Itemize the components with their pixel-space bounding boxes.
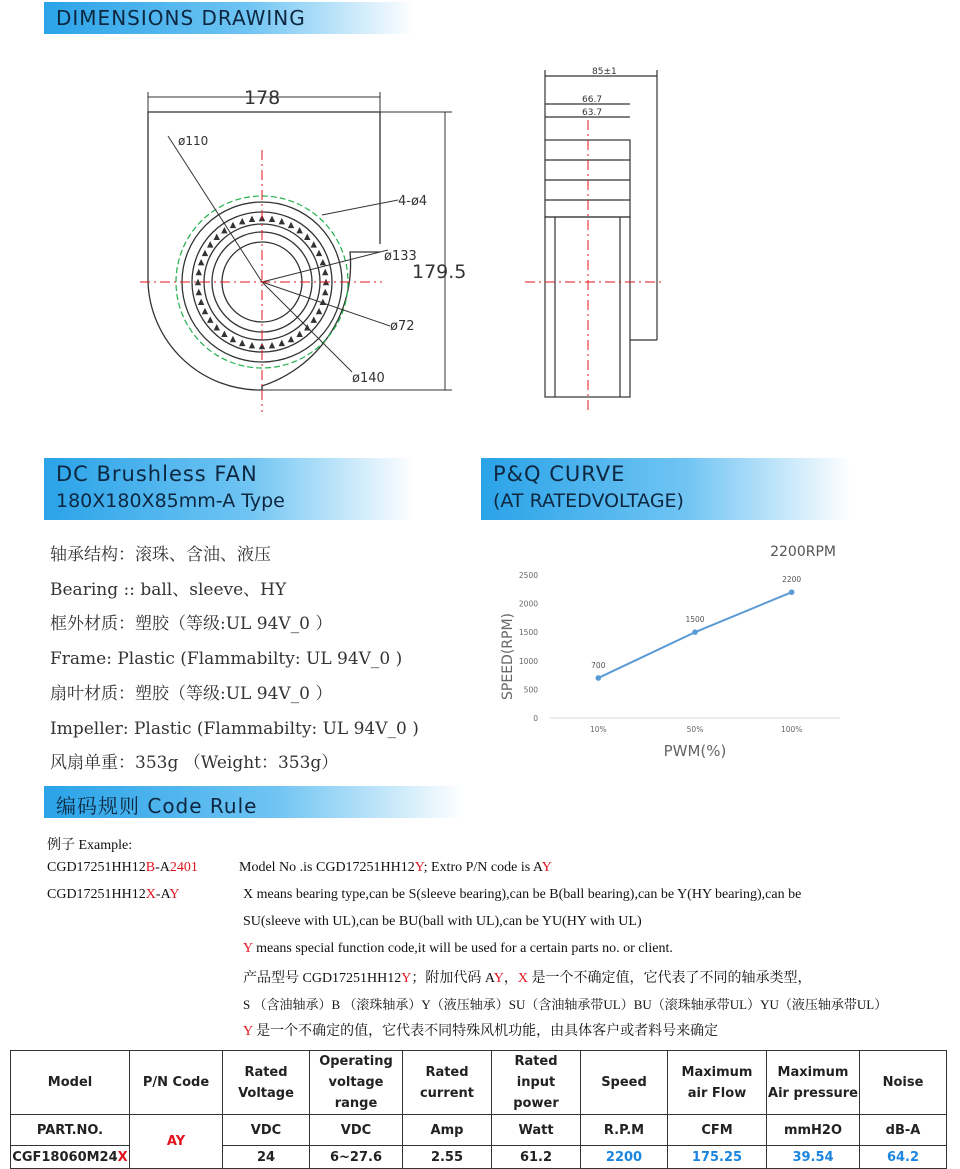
pq-title: P&Q CURVE bbox=[493, 462, 626, 486]
blade-mark bbox=[288, 336, 294, 342]
example-label: 例子 Example: bbox=[47, 838, 133, 853]
pq-banner bbox=[481, 458, 851, 520]
header-operating-voltage: Operating voltage range bbox=[310, 1051, 403, 1115]
y-tick-label: 1000 bbox=[518, 656, 538, 666]
data-label: 700 bbox=[591, 660, 606, 670]
y-tick-label: 2500 bbox=[518, 571, 538, 580]
spec-weight: 风扇单重：353g （Weight：353g） bbox=[50, 753, 339, 774]
unit-dba: dB-A bbox=[860, 1115, 947, 1146]
code-line-7: Y 是一个不确定的值，它代表不同特殊风机功能，由具体客户或者料号来确定 bbox=[243, 1024, 719, 1039]
header-rated-power: Rated input power bbox=[492, 1051, 581, 1115]
side-width-85: 85±1 bbox=[592, 67, 617, 77]
blade-mark bbox=[269, 216, 275, 222]
spec-table bbox=[10, 1050, 947, 1169]
blade-mark bbox=[202, 308, 208, 314]
dim-holes-label: 4-ø4 bbox=[398, 194, 428, 209]
x-tick-label: 100% bbox=[780, 725, 803, 734]
data-label: 1500 bbox=[685, 615, 705, 625]
blade-mark bbox=[296, 331, 302, 337]
value-voltage-range: 6~27.6 bbox=[310, 1146, 403, 1169]
blade-mark bbox=[198, 259, 204, 265]
spec-bearing-cn: 轴承结构：滚珠、含油、液压 bbox=[50, 545, 271, 565]
x-tick-label: 10% bbox=[589, 725, 607, 734]
blade-mark bbox=[207, 241, 213, 247]
blade-mark bbox=[249, 342, 255, 348]
code-rule-title: 编码规则 Code Rule bbox=[56, 794, 258, 818]
value-noise: 64.2 bbox=[860, 1146, 947, 1169]
value-power: 61.2 bbox=[492, 1146, 581, 1169]
value-air-flow: 175.25 bbox=[668, 1146, 767, 1169]
code-line-5: 产品型号 CGD17251HH12Y；附加代码 AY，X 是一个不确定值，它代表了不同的轴承类型， bbox=[243, 971, 812, 986]
blade-mark bbox=[214, 234, 220, 240]
blade-mark bbox=[230, 336, 236, 342]
blade-mark bbox=[269, 342, 275, 348]
header-pn-code: P/N Code bbox=[130, 1051, 223, 1115]
code-rule-banner bbox=[44, 786, 464, 818]
spec-bearing-en: Bearing :: ball、sleeve、HY bbox=[50, 579, 287, 600]
blade-mark bbox=[230, 222, 236, 228]
header-air-pressure: Maximum Air pressure bbox=[767, 1051, 860, 1115]
spec-list bbox=[50, 538, 419, 781]
blade-mark bbox=[311, 241, 317, 247]
unit-mmh2o: mmH2O bbox=[767, 1115, 860, 1146]
value-current: 2.55 bbox=[403, 1146, 492, 1169]
dim-d140-label: ø140 bbox=[352, 371, 385, 386]
blade-mark bbox=[198, 299, 204, 305]
blade-mark bbox=[322, 269, 328, 275]
code-line-4: Y means special function code,it will be used for a certain parts no. or client. bbox=[243, 941, 673, 956]
side-width-637: 63.7 bbox=[582, 108, 603, 118]
series-line bbox=[598, 592, 791, 678]
blade-mark bbox=[214, 324, 220, 330]
data-label: 2200 bbox=[782, 575, 802, 585]
dimensions-title: DIMENSIONS DRAWING bbox=[56, 6, 306, 30]
unit-watt: Watt bbox=[492, 1115, 581, 1146]
blade-mark bbox=[288, 222, 294, 228]
dim-width-label: 178 bbox=[244, 87, 281, 109]
pn-code-cell: AY bbox=[130, 1115, 223, 1169]
value-speed: 2200 bbox=[581, 1146, 668, 1169]
spec-frame-cn: 框外材质：塑胶（等级:UL 94V_0 ） bbox=[50, 614, 333, 635]
data-point bbox=[692, 629, 698, 635]
x-tick-label: 50% bbox=[686, 725, 704, 734]
blade-mark bbox=[304, 234, 310, 240]
blade-mark bbox=[221, 331, 227, 337]
blade-mark bbox=[196, 289, 202, 295]
dimension-drawing bbox=[0, 0, 960, 450]
unit-rpm: R.P.M bbox=[581, 1115, 668, 1146]
header-rated-current: Rated current bbox=[403, 1051, 492, 1115]
value-voltage: 24 bbox=[223, 1146, 310, 1169]
blade-mark bbox=[239, 340, 245, 346]
table-unit-row bbox=[11, 1115, 947, 1146]
y-tick-label: 2000 bbox=[518, 599, 538, 609]
data-point bbox=[596, 675, 602, 681]
side-width-667: 66.7 bbox=[582, 95, 603, 105]
fan-title: DC Brushless FAN bbox=[56, 462, 258, 486]
dim-d133-label: ø133 bbox=[384, 249, 417, 264]
model-cell: CGF18060M24X bbox=[11, 1146, 130, 1169]
code-line-3: SU(sleeve with UL),can be BU(ball with UL),can be YU(HY with UL) bbox=[243, 914, 642, 929]
blade-mark bbox=[311, 316, 317, 322]
unit-vdc: VDC bbox=[223, 1115, 310, 1146]
code-line-1: Model No .is CGD17251HH12Y; Extro P/N code is AY bbox=[239, 860, 552, 875]
header-model: Model bbox=[11, 1051, 130, 1115]
header-speed: Speed bbox=[581, 1051, 668, 1115]
blade-mark bbox=[316, 250, 322, 256]
blade-mark bbox=[202, 250, 208, 256]
blade-mark bbox=[196, 269, 202, 275]
spec-frame-en: Frame: Plastic (Flammabilty: UL 94V_0 ) bbox=[50, 649, 403, 670]
blade-mark bbox=[296, 227, 302, 233]
blade-mark bbox=[249, 216, 255, 222]
value-air-pressure: 39.54 bbox=[767, 1146, 860, 1169]
code-line-6: S （含油轴承）B （滚珠轴承）Y（液压轴承）SU（含油轴承带UL）BU（滚珠轴承带UL）YU（液压轴承带UL） bbox=[243, 997, 888, 1012]
unit-amp: Amp bbox=[403, 1115, 492, 1146]
blade-mark bbox=[316, 308, 322, 314]
unit-part-no: PART.NO. bbox=[11, 1115, 130, 1146]
header-air-flow: Maximum air Flow bbox=[668, 1051, 767, 1115]
spec-impeller-en: Impeller: Plastic (Flammabilty: UL 94V_0 ) bbox=[50, 718, 419, 739]
y-tick-label: 1500 bbox=[518, 628, 538, 638]
fan-subtitle: 180X180X85mm-A Type bbox=[56, 490, 285, 512]
blade-mark bbox=[239, 218, 245, 224]
blade-mark bbox=[207, 316, 213, 322]
example-pn-2: CGD17251HH12X-AY bbox=[47, 887, 180, 902]
x-axis-title: PWM(%) bbox=[663, 742, 727, 760]
dim-d72-label: ø72 bbox=[390, 319, 415, 334]
header-noise: Noise bbox=[860, 1051, 947, 1115]
data-point bbox=[789, 589, 795, 595]
y-tick-label: 0 bbox=[533, 714, 538, 723]
blade-mark bbox=[221, 227, 227, 233]
blade-mark bbox=[320, 259, 326, 265]
fan-banner bbox=[44, 458, 414, 520]
unit-vdc-range: VDC bbox=[310, 1115, 403, 1146]
header-rated-voltage: Rated Voltage bbox=[223, 1051, 310, 1115]
blade-mark bbox=[279, 340, 285, 346]
table-header-row bbox=[11, 1051, 947, 1115]
example-pn-1: CGD17251HH12B-A2401 bbox=[47, 860, 198, 875]
code-line-2: X means bearing type,can be S(sleeve bearing),can be B(ball bearing),can be Y(HY bearing),can be bbox=[243, 887, 802, 902]
pq-subtitle: (AT RATEDVOLTAGE) bbox=[493, 490, 684, 512]
dim-d110-label: ø110 bbox=[178, 134, 209, 148]
unit-cfm: CFM bbox=[668, 1115, 767, 1146]
dim-height-label: 179.5 bbox=[412, 261, 467, 283]
pq-chart bbox=[490, 530, 870, 775]
y-tick-label: 500 bbox=[523, 685, 538, 695]
spec-impeller-cn: 扇叶材质：塑胶（等级:UL 94V_0 ） bbox=[50, 683, 333, 704]
blade-mark bbox=[279, 218, 285, 224]
y-axis-title: SPEED(RPM) bbox=[500, 613, 516, 700]
blade-mark bbox=[322, 289, 328, 295]
chart-title: 2200RPM bbox=[770, 544, 836, 560]
